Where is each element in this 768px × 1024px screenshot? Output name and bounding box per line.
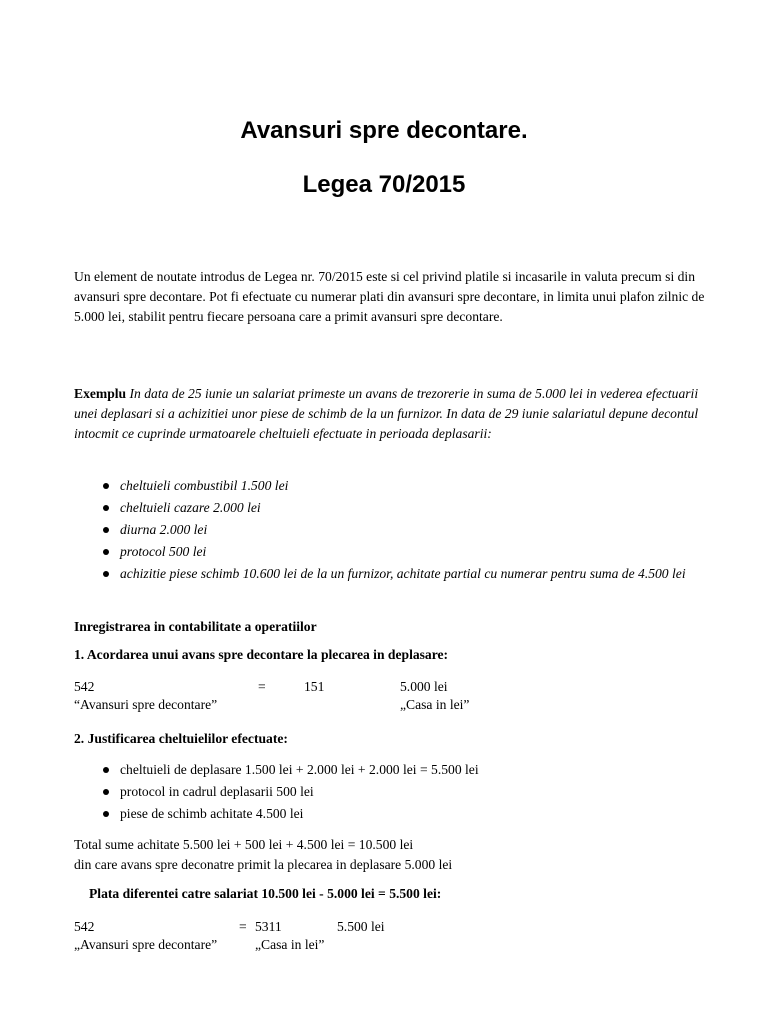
journal-entry-1 xyxy=(74,677,714,717)
list-item: cheltuieli combustibil 1.500 lei xyxy=(100,475,710,497)
intro-paragraph: Un element de noutate introdus de Legea nr. 70/2015 este si cel privind platile si incasarile in valuta precum si din avansuri spre decontare. Pot fi efectuate cu numerar plati din avansuri spre decontare, in limita unui plafon zilnic de 5.000 lei, stabilit pentru fiecare persoana care a primit avansuri spre decontare. xyxy=(74,269,705,324)
payment-heading: Plata diferentei catre salariat 10.500 lei - 5.000 lei = 5.500 lei: xyxy=(89,886,442,901)
expenses-list xyxy=(100,475,710,585)
step1-heading: 1. Acordarea unui avans spre decontare la plecarea in deplasare: xyxy=(74,647,449,662)
advance-line: din care avans spre deconatre primit la plecarea in deplasare 5.000 lei xyxy=(74,857,453,872)
journal-entry-2 xyxy=(74,917,714,957)
list-item: piese de schimb achitate 4.500 lei xyxy=(100,803,710,825)
document-subtitle: Legea 70/2015 xyxy=(302,171,466,198)
totals-line: Total sume achitate 5.500 lei + 500 lei + 4.500 lei = 10.500 lei xyxy=(74,837,414,852)
debit-account: 542 xyxy=(74,919,95,934)
list-item: cheltuieli de deplasare 1.500 lei + 2.000 lei + 2.000 lei = 5.500 lei xyxy=(100,759,710,781)
example-paragraph xyxy=(74,384,714,444)
justification-list xyxy=(100,759,710,825)
amount: 5.000 lei xyxy=(400,679,448,694)
equals-sign: = xyxy=(258,679,266,694)
credit-account: 5311 xyxy=(255,919,282,934)
document-title: Avansuri spre decontare. xyxy=(240,117,528,144)
debit-account: 542 xyxy=(74,679,95,694)
credit-account: 151 xyxy=(304,679,325,694)
credit-account-name: „Casa in lei” xyxy=(400,697,470,712)
list-item: achizitie piese schimb 10.600 lei de la un furnizor, achitate partial cu numerar pentru suma de 4.500 lei xyxy=(100,563,710,585)
debit-account-name: “Avansuri spre decontare” xyxy=(74,697,218,712)
debit-account-name: „Avansuri spre decontare” xyxy=(74,937,218,952)
list-item: diurna 2.000 lei xyxy=(100,519,710,541)
list-item: protocol 500 lei xyxy=(100,541,710,563)
totals-paragraph xyxy=(74,835,714,875)
list-item: cheltuieli cazare 2.000 lei xyxy=(100,497,710,519)
amount: 5.500 lei xyxy=(337,919,385,934)
equals-sign: = xyxy=(239,919,247,934)
credit-account-name: „Casa in lei” xyxy=(255,937,325,952)
example-label: Exemplu xyxy=(74,386,127,401)
section-heading: Inregistrarea in contabilitate a operatiilor xyxy=(74,619,317,634)
list-item: protocol in cadrul deplasarii 500 lei xyxy=(100,781,710,803)
example-text: In data de 25 iunie un salariat primeste un avans de trezorerie in suma de 5.000 lei in vederea efectuarii unei deplasari si a achizitiei unor piese de schimb de la un furnizor. In data de 29 iunie salariatul depune decontul intocmit ce cuprinde urmatoarele cheltuieli efectuate in perioada deplasarii: xyxy=(74,386,699,441)
step2-heading: 2. Justificarea cheltuielilor efectuate: xyxy=(74,731,288,746)
